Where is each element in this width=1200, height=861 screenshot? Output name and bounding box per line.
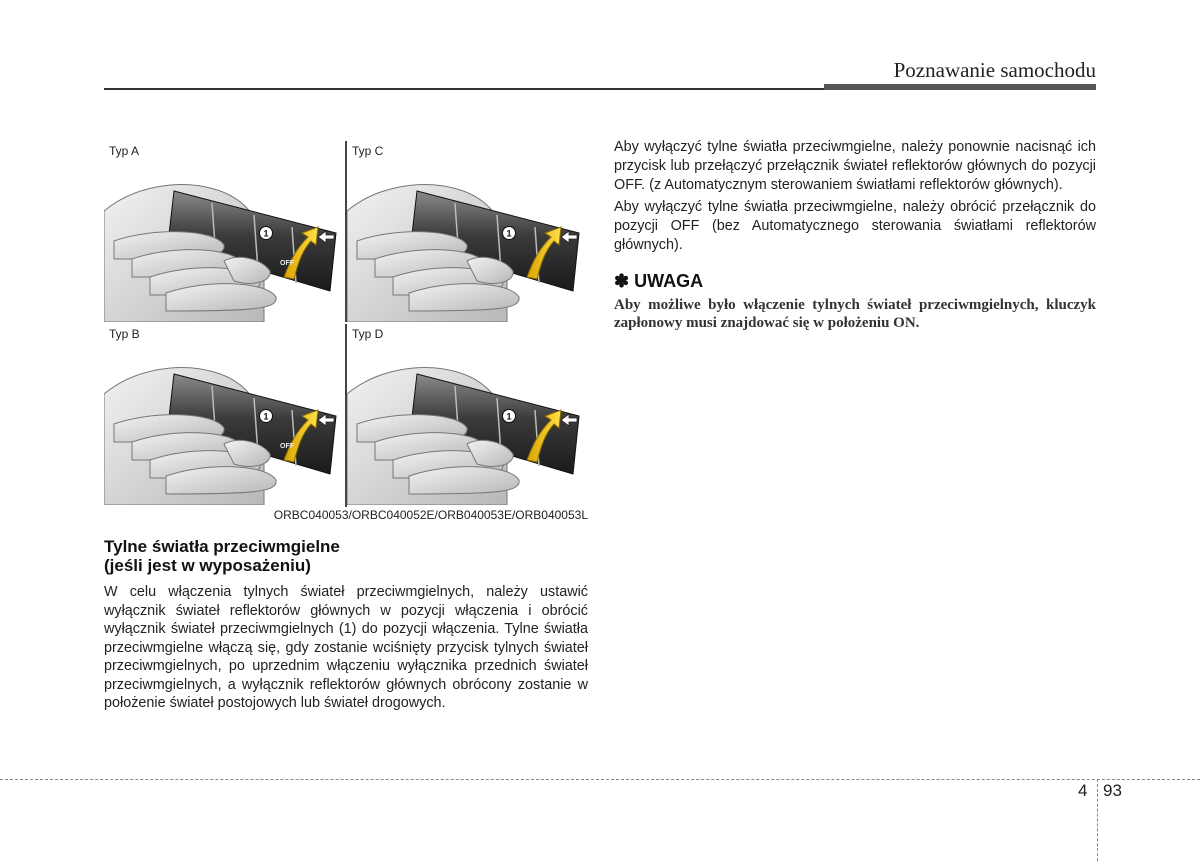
off-text: OFF: [280, 260, 294, 267]
header-title: Poznawanie samochodu: [893, 58, 1096, 82]
panel-label: Typ D: [352, 327, 384, 341]
stalk-figure: [104, 141, 588, 507]
footer-rule: [0, 779, 1200, 780]
footer-divider: [1097, 779, 1098, 861]
page-number: 93: [1103, 781, 1122, 800]
section-heading: [104, 537, 588, 575]
off-text: OFF: [280, 443, 294, 450]
finger-shape: [409, 284, 519, 311]
figure-divider: [104, 322, 588, 324]
right-column: [614, 138, 1096, 332]
note-text: Aby możliwe było włączenie tylnych świateł przeciwmgielnych, kluczyk zapłonowy musi znajdować się w położeniu ON.: [614, 297, 1096, 331]
hand-stalk-illustration: [104, 324, 345, 505]
figure-caption: ORBC040053/ORBC040052E/ORB040053E/ORB040053L: [273, 508, 588, 522]
panel-label: Typ C: [352, 144, 384, 158]
header-rule-accent: [824, 84, 1096, 90]
finger-shape: [166, 284, 276, 311]
paragraph: Aby wyłączyć tylne światła przeciwmgielne, należy ponownie nacisnąć ich przycisk lub przełączyć przełącznik świateł reflektorów głównych do pozycji OFF. (z Automatycznym sterowaniem światłami reflektorów głównych).: [614, 139, 1096, 193]
chapter-number: 4: [1078, 781, 1088, 800]
panel-label: Typ B: [109, 327, 140, 341]
finger-shape: [409, 467, 519, 494]
hand-stalk-illustration: [104, 141, 345, 322]
figure-panel-typ-c: [347, 141, 588, 322]
figure-divider: [345, 141, 347, 507]
figure-panel-typ-b: [104, 324, 345, 505]
section-heading-line: Tylne światła przeciwmgielne: [104, 537, 340, 556]
section-body: W celu włączenia tylnych świateł przeciwmgielnych, należy ustawić wyłącznik świateł reflektorów głównych w pozycji włączenia i obrócić wyłącznik świateł przeciwmgielnych (1) do pozycji włączenia. Tylne światła przeciwmgielne włączą się, gdy zostanie wciśnięty przycisk tylnych świateł przeciwmgielnych, po uprzednim włączeniu wyłącznika przednich świateł przeciwmgielnych, a wyłącznik reflektorów głównych obrócony zostanie w położenie świateł postojowych lub świateł drogowych.: [104, 584, 588, 711]
finger-shape: [166, 467, 276, 494]
hand-stalk-illustration: [347, 324, 588, 505]
panel-label: Typ A: [109, 144, 140, 158]
paragraph: Aby wyłączyć tylne światła przeciwmgielne, należy obrócić przełącznik do pozycji OFF (bez Automatycznego sterowania światłami reflektorów głównych).: [614, 199, 1096, 253]
position-badge-text: 1: [263, 228, 269, 239]
note-title: ✽ UWAGA: [614, 271, 704, 291]
position-badge-text: 1: [263, 411, 269, 422]
figure-panel-typ-d: [347, 324, 588, 505]
position-badge-text: 1: [506, 411, 512, 422]
figure-panel-typ-a: [104, 141, 345, 322]
hand-stalk-illustration: [347, 141, 588, 322]
position-badge-text: 1: [506, 228, 512, 239]
section-heading-line: (jeśli jest w wyposażeniu): [104, 556, 311, 575]
